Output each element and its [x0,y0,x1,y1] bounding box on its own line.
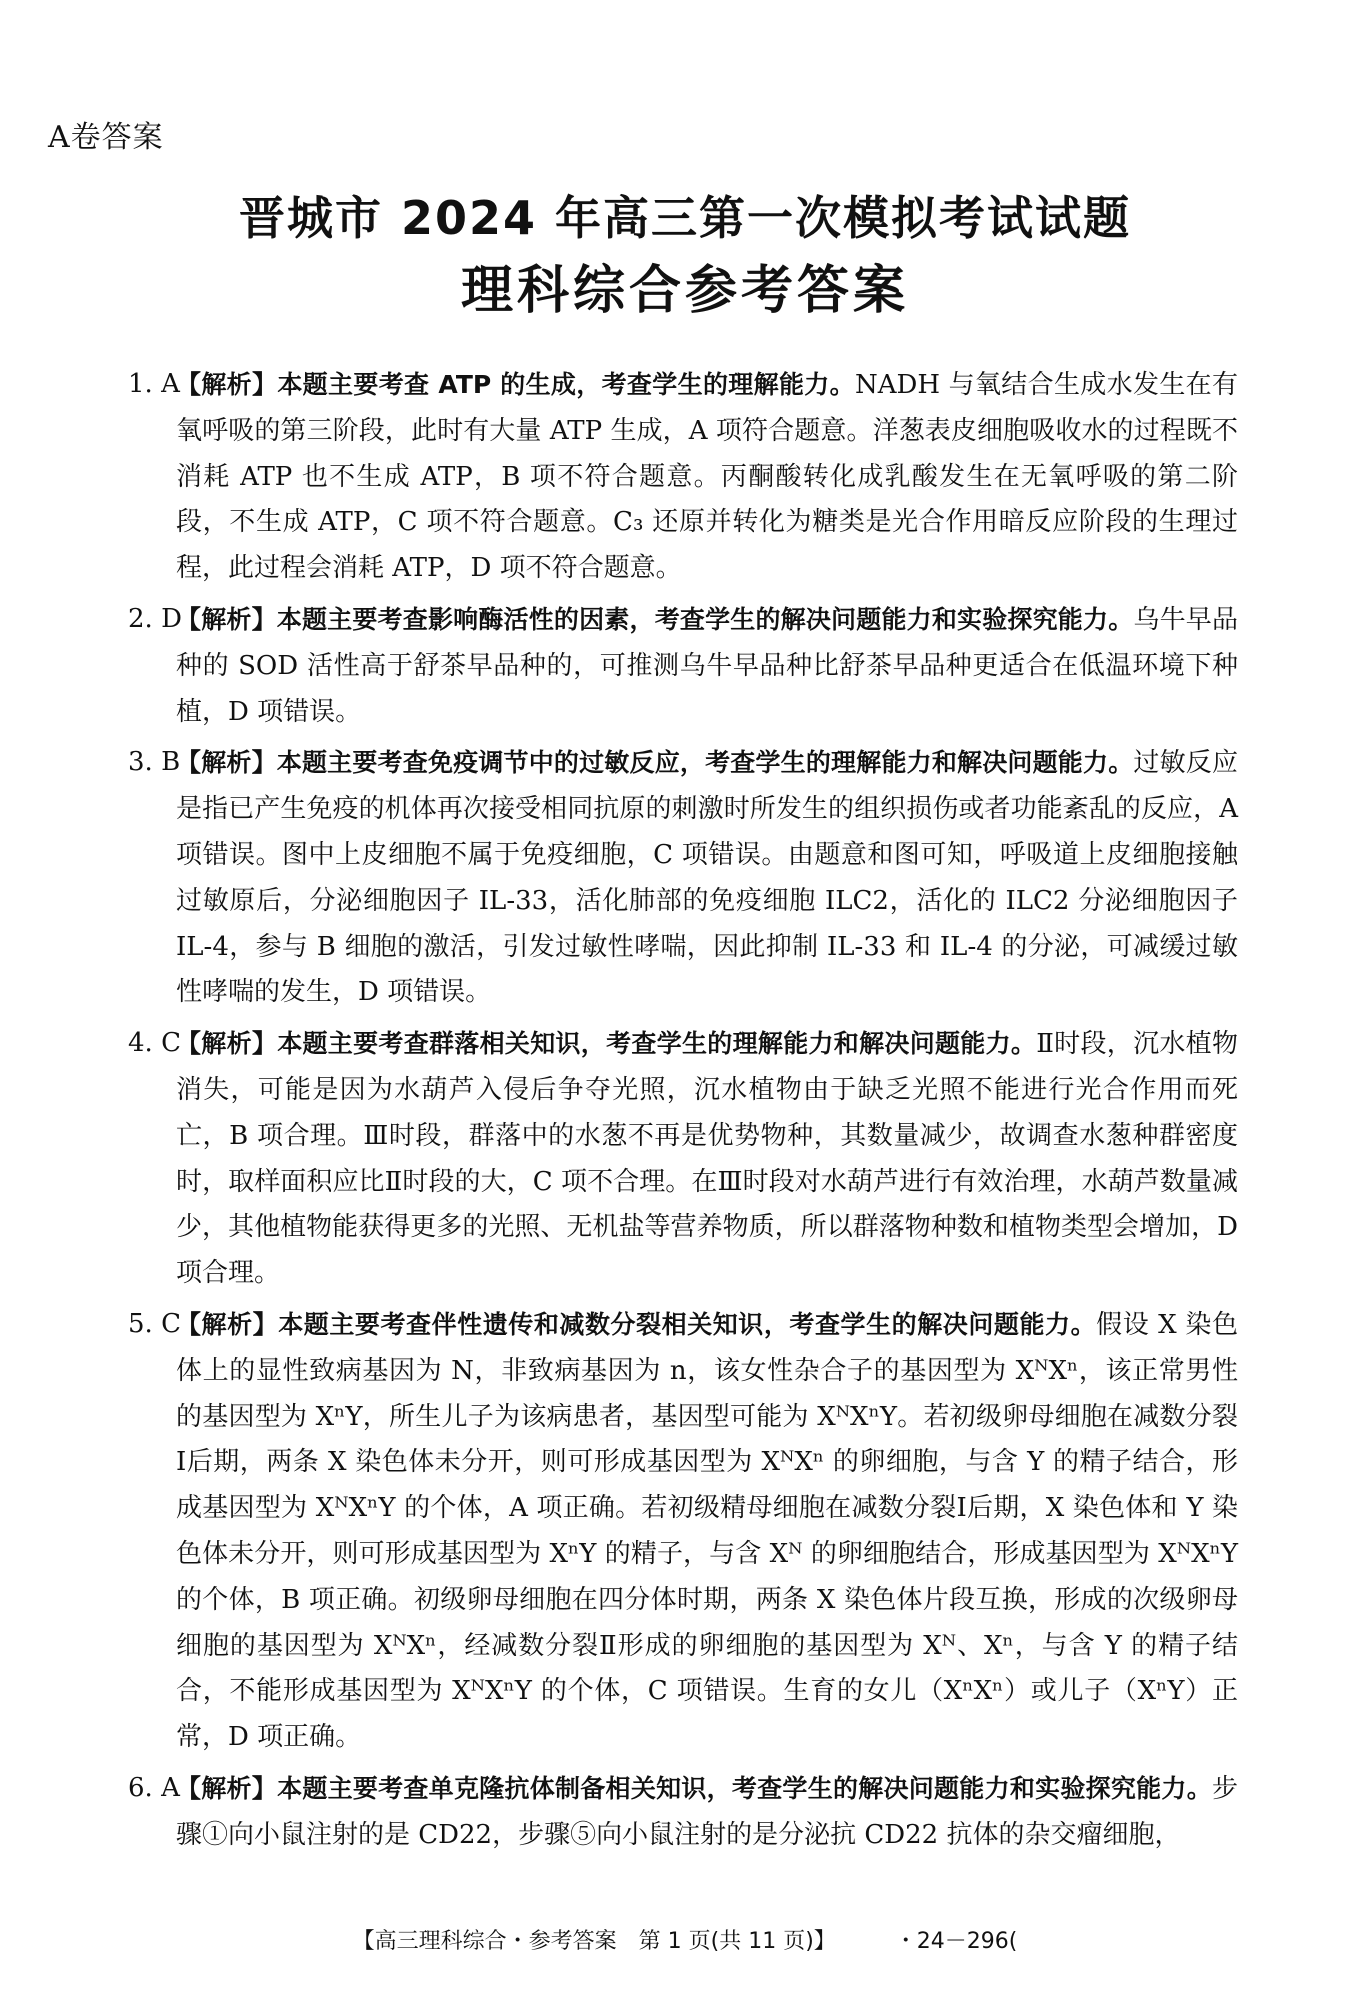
answer-item-2 [128,597,1238,735]
analysis-body: 乌牛早品种的 SOD 活性高于舒茶早品种的，可推测乌牛早品种比舒茶早品种更适合在低温环境下种植，D 项错误。 [176,604,1238,727]
answer-item-3 [128,740,1238,1016]
answer-number: 6. A [128,1772,180,1803]
analysis-lead: 【解析】本题主要考查伴性遗传和减数分裂相关知识，考查学生的解决问题能力。 [176,1309,1097,1339]
analysis-lead: 【解析】本题主要考查单克隆抗体制备相关知识，考查学生的解决问题能力和实验探究能力。 [176,1773,1212,1803]
analysis-body: Ⅱ时段，沉水植物消失，可能是因为水葫芦入侵后争夺光照，沉水植物由于缺乏光照不能进行光合作用而死亡，B 项合理。Ⅲ时段，群落中的水葱不再是优势物种，其数量减少，故调查水葱种群密度时，取样面积应比Ⅱ时段的大，C 项不合理。在Ⅲ时段对水葫芦进行有效治理，水葫芦数量减少，其他植物能获得更多的光照、无机盐等营养物质，所以群落物种数和植物类型会增加，D 项合理。 [176,1029,1238,1289]
answer-item-5 [128,1302,1238,1761]
analysis-lead: 【解析】本题主要考查免疫调节中的过敏反应，考查学生的理解能力和解决问题能力。 [176,748,1134,778]
analysis-body: NADH 与氧结合生成水发生在有氧呼吸的第三阶段，此时有大量 ATP 生成，A 项符合题意。洋葱表皮细胞吸收水的过程既不消耗 ATP 也不生成 ATP，B 项不符合题意。丙酮酸转化成乳酸发生在无氧呼吸的第二阶段，不生成 ATP，C 项不符合题意。C₃ 还原并转化为糖类是光合作用暗反应阶段的生理过程，此过程会消耗 ATP，D 项不符合题意。 [176,370,1238,584]
page-footer [0,1924,1370,1955]
analysis-lead: 【解析】本题主要考查 ATP 的生成，考查学生的理解能力。 [176,370,855,399]
answer-number: 2. D [128,603,182,634]
answer-number: 4. C [128,1028,181,1059]
analysis-body: 步骤①向小鼠注射的是 CD22，步骤⑤向小鼠注射的是分泌抗 CD22 抗体的杂交瘤细胞， [176,1773,1238,1850]
analysis-body: 过敏反应是指已产生免疫的机体再次接受相同抗原的刺激时所发生的组织损伤或者功能紊乱的反应，A 项错误。图中上皮细胞不属于免疫细胞，C 项错误。由题意和图可知，呼吸道上皮细胞接触过敏原后，分泌细胞因子 IL-33，活化肺部的免疫细胞 ILC2，活化的 ILC2 分泌细胞因子 IL-4，参与 B 细胞的激活，引发过敏性哮喘，因此抑制 IL-33 和 IL-4 的分泌，可减缓过敏性哮喘的发生，D 项错误。 [176,748,1238,1008]
answer-number: 3. B [128,747,181,778]
paper-version-tag: A卷答案 [48,120,164,155]
answer-number: 5. C [128,1308,181,1339]
footer-page-info: 【高三理科综合・参考答案 第 1 页(共 11 页)】 [352,1929,825,1954]
analysis-lead: 【解析】本题主要考查影响酶活性的因素，考查学生的解决问题能力和实验探究能力。 [176,604,1134,634]
analysis-lead: 【解析】本题主要考查群落相关知识，考查学生的理解能力和解决问题能力。 [176,1029,1037,1059]
analysis-body: 假设 X 染色体上的显性致病基因为 N，非致病基因为 n，该女性杂合子的基因型为 XᴺXⁿ，该正常男性的基因型为 XⁿY，所生儿子为该病患者，基因型可能为 XᴺXⁿY。若初级卵母细胞在减数分裂Ⅰ后期，两条 X 染色体未分开，则可形成基因型为 XᴺXⁿ 的卵细胞，与含 Y 的精子结合，形成基因型为 XᴺXⁿY 的个体，A 项正确。若初级精母细胞在减数分裂Ⅰ后期，X 染色体和 Y 染色体未分开，则可形成基因型为 XⁿY 的精子，与含 Xᴺ 的卵细胞结合，形成基因型为 XᴺXⁿY 的个体，B 项正确。初级卵母细胞在四分体时期，两条 X 染色体片段互换，形成的次级卵母细胞的基因型为 XᴺXⁿ，经减数分裂Ⅱ形成的卵细胞的基因型为 Xᴺ、Xⁿ，与含 Y 的精子结合，不能形成基因型为 XᴺXⁿY 的个体，C 项错误。生育的女儿（XⁿXⁿ）或儿子（XⁿY）正常，D 项正确。 [176,1309,1238,1753]
answer-number: 1. A [128,369,180,399]
answer-item-6 [128,1766,1238,1859]
answer-list [128,362,1238,1864]
answer-key-title: 理科综合参考答案 [460,261,909,321]
exam-title: 晋城市 2024 年高三第一次模拟考试试题 [238,191,1132,245]
answer-item-1 [128,362,1238,592]
footer-paper-code: ・24－296( [894,1929,1018,1954]
answer-item-4 [128,1021,1238,1297]
